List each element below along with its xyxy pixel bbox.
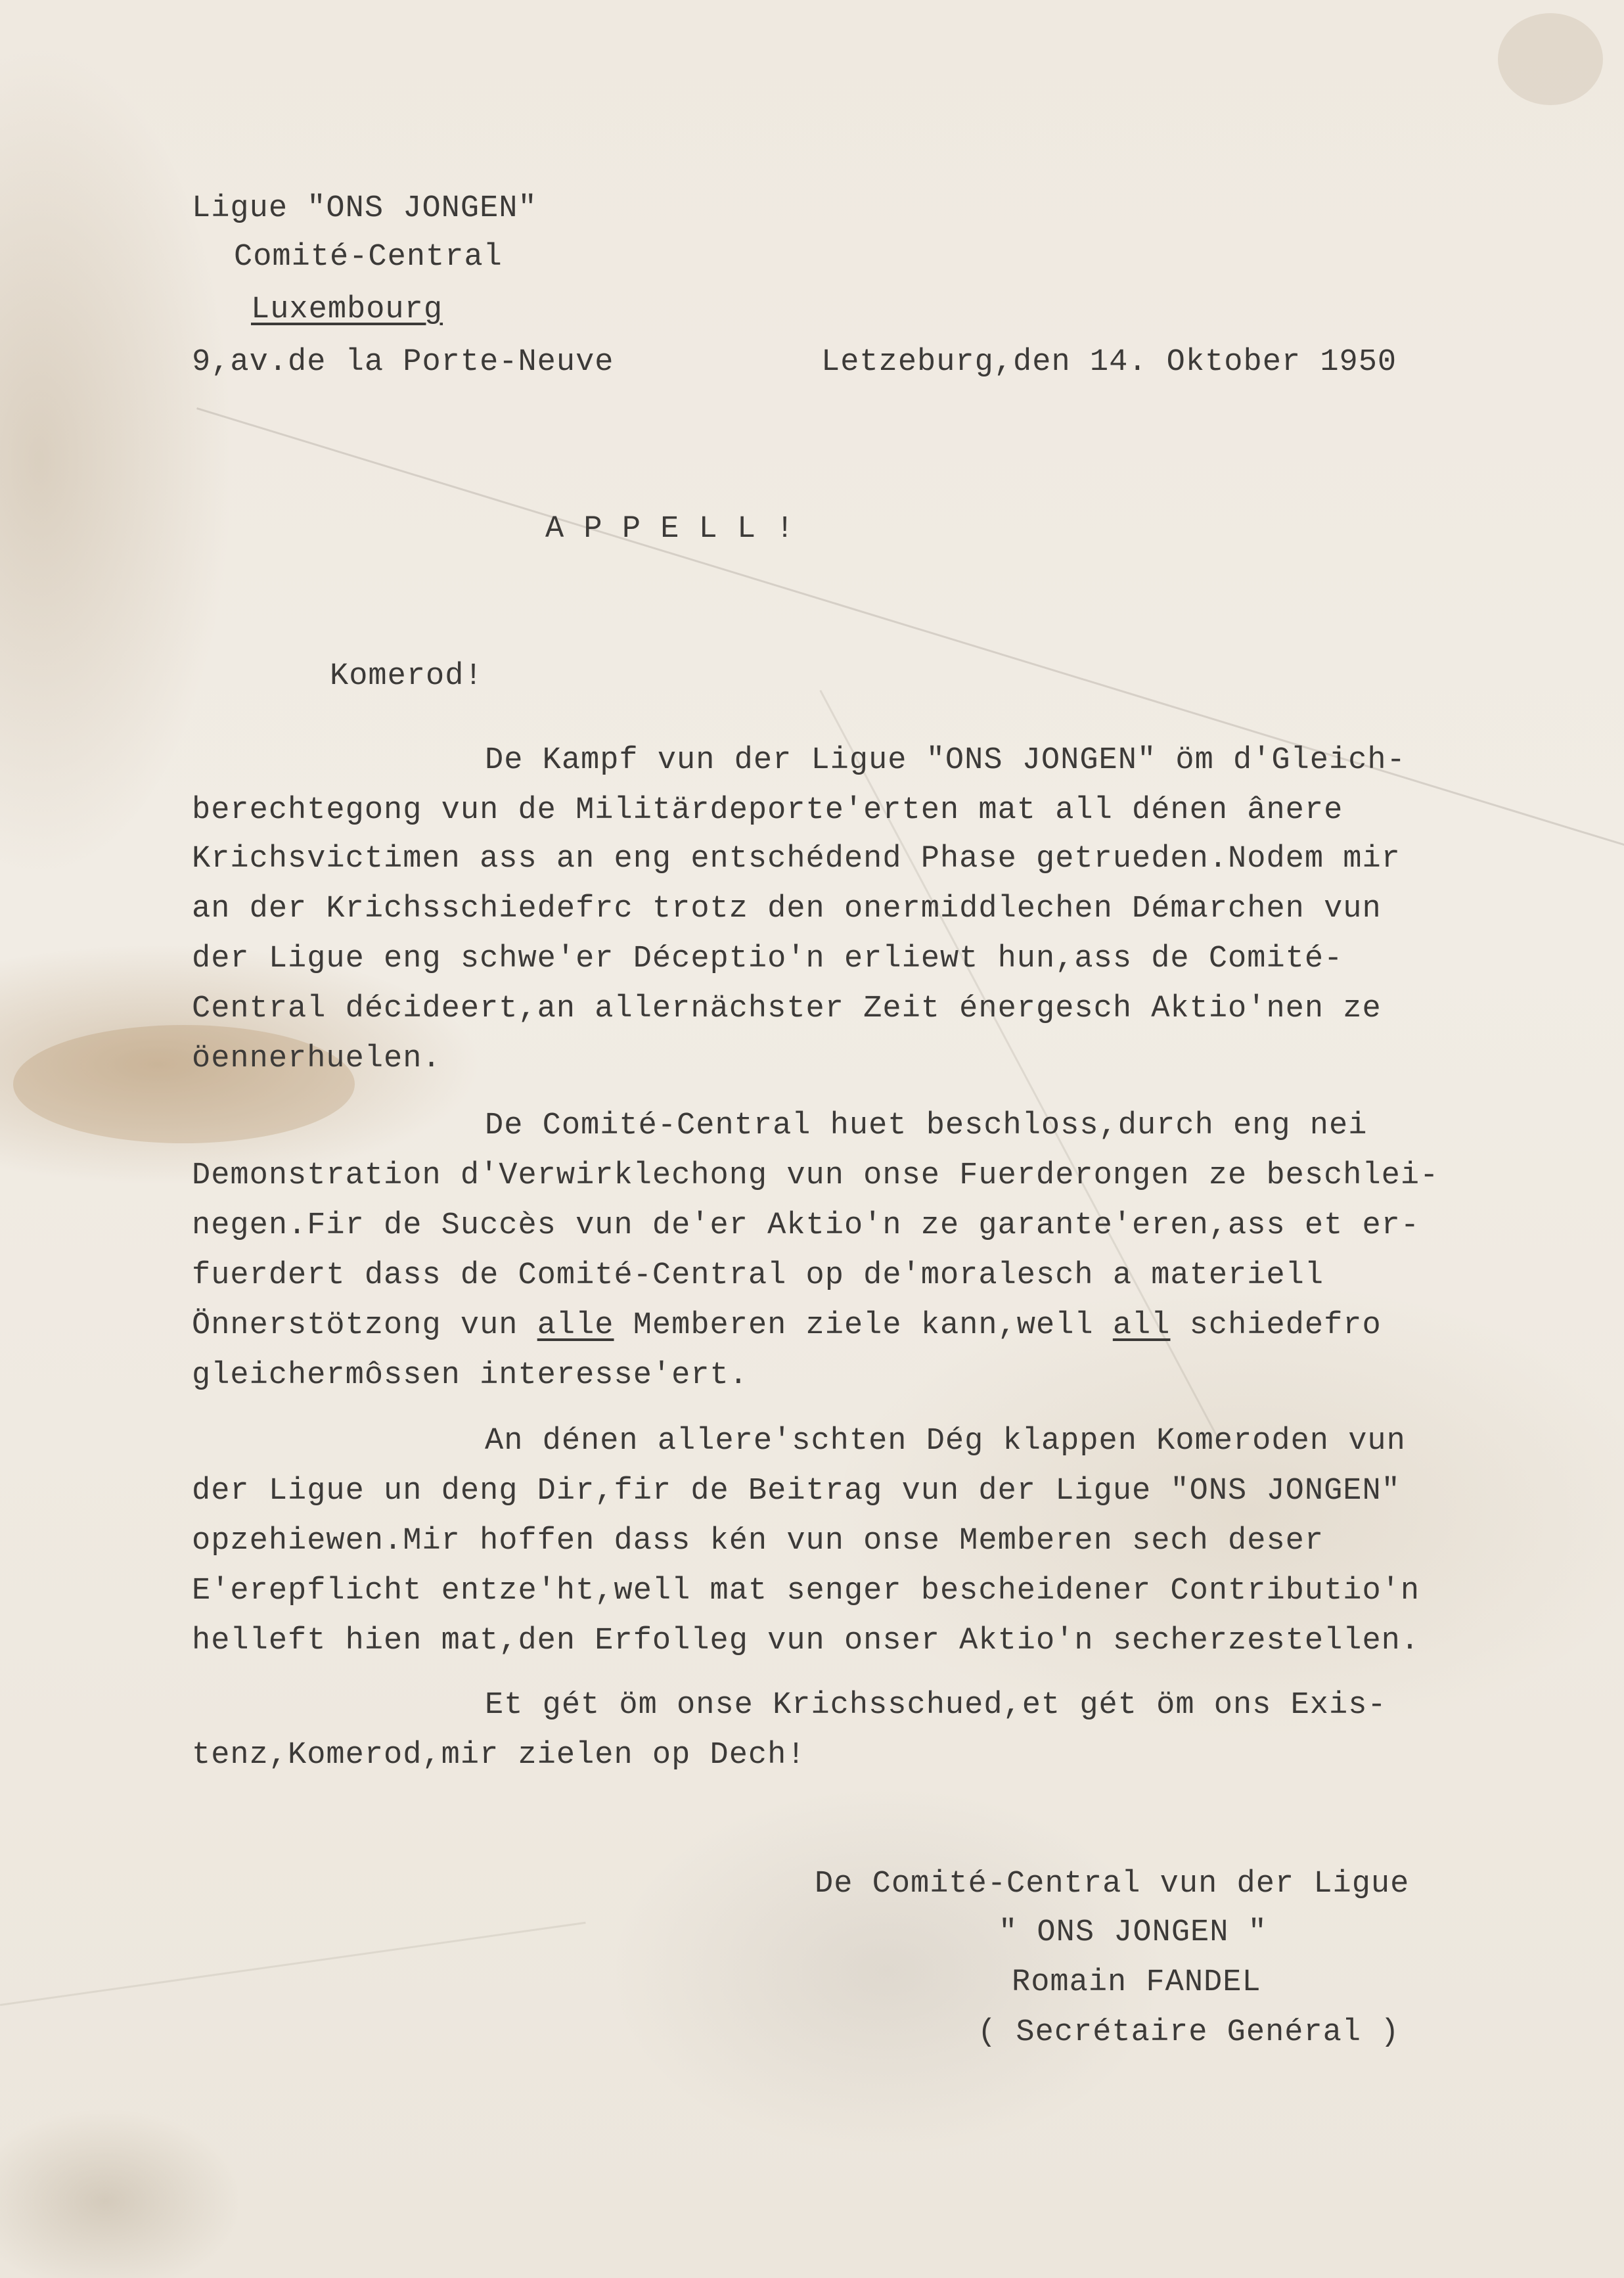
salutation: Komerod! [330,659,484,694]
body-line: opzehiewen.Mir hoffen dass kén vun onse Memberen sech deser [192,1524,1324,1559]
signature-name: Romain FANDEL [1012,1965,1261,2000]
body-line: fuerdert dass de Comité-Central op de'moralesch a materiell [192,1258,1324,1293]
body-line: der Ligue un deng Dir,fir de Beitrag vun der Ligue "ONS JONGEN" [192,1474,1401,1509]
letterhead-address: 9,av.de la Porte-Neuve [192,345,614,380]
body-line: De Kampf vun der Ligue "ONS JONGEN" öm d'Gleich- [485,743,1406,778]
water-stain [1498,13,1603,105]
signature-role: ( Secrétaire Genéral ) [978,2015,1400,2050]
letter-place-date: Letzeburg,den 14. Oktober 1950 [821,345,1397,380]
body-line: berechtegong vun de Militärdeporte'erten mat all dénen ânere [192,793,1343,828]
underlined-word: all [1112,1308,1171,1343]
signature-line-1: De Comité-Central vun der Ligue [815,1867,1410,1902]
paper-crease [0,1922,586,2006]
body-line: tenz,Komerod,mir zielen op Dech! [192,1738,806,1773]
body-line: öennerhuelen. [192,1041,441,1076]
body-line-with-underlines: Önnerstötzong vun alle Memberen ziele kann,well all schiedefro [192,1308,1382,1343]
body-line: an der Krichsschiedefrc trotz den onermiddlechen Démarchen vun [192,892,1382,926]
signature-line-2: " ONS JONGEN " [999,1915,1267,1950]
body-line: Central décideert,an allernächster Zeit énergesch Aktio'nen ze [192,991,1382,1026]
body-line: Demonstration d'Verwirklechong vun onse Fuerderongen ze beschlei- [192,1158,1439,1193]
body-line: der Ligue eng schwe'er Déceptio'n erliewt hun,ass de Comité- [192,942,1343,976]
letterhead-city: Luxembourg [251,292,443,327]
letterhead-org: Ligue "ONS JONGEN" [192,191,537,226]
body-line: An dénen allere'schten Dég klappen Komeroden vun [485,1424,1406,1459]
body-line: Et gét öm onse Krichsschued,et gét öm ons Exis- [485,1688,1387,1723]
body-line: negen.Fir de Succès vun de'er Aktio'n ze garante'eren,ass et er- [192,1208,1420,1243]
body-line: E'erepflicht entze'ht,well mat senger bescheidener Contributio'n [192,1574,1420,1608]
body-line: helleft hien mat,den Erfolleg vun onser Aktio'n secherzestellen. [192,1624,1420,1658]
letterhead-committee: Comité-Central [234,240,503,275]
body-line: gleichermôssen interesse'ert. [192,1358,748,1393]
letter-title: A P P E L L ! [545,512,795,547]
body-line: Krichsvictimen ass an eng entschédend Phase getrueden.Nodem mir [192,842,1401,877]
body-line: De Comité-Central huet beschloss,durch eng nei [485,1108,1368,1143]
underlined-word: alle [537,1308,614,1343]
